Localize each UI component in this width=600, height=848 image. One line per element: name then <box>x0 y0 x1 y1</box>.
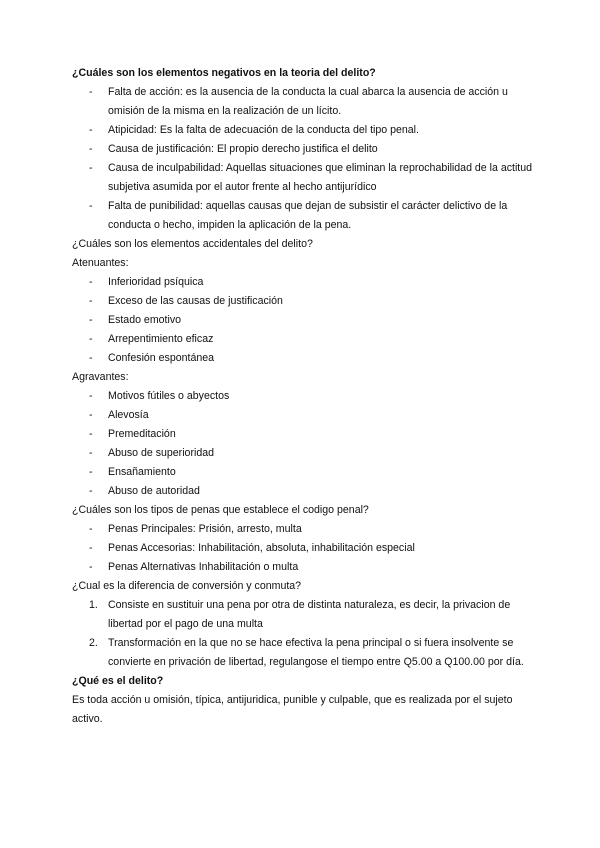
list-item: - Arrepentimiento eficaz <box>72 330 536 349</box>
list-number: 1. <box>89 599 98 611</box>
list-item: - Motivos fútiles o abyectos <box>72 387 536 406</box>
list-item <box>72 634 536 672</box>
list-item: - Alevosía <box>72 406 536 425</box>
list-item <box>72 596 536 634</box>
list-item: - Inferioridad psíquica <box>72 273 536 292</box>
list-item: - Penas Accesorias: Inhabilitación, absoluta, inhabilitación especial <box>72 539 536 558</box>
question-conversion-conmuta: ¿Cual es la diferencia de conversión y conmuta? <box>72 580 302 592</box>
list-item: - Confesión espontánea <box>72 349 536 368</box>
list-item: - Abuso de autoridad <box>72 482 536 501</box>
question-what-is-crime: ¿Qué es el delito? <box>72 675 164 687</box>
negative-elements-list <box>72 83 536 235</box>
list-item: - Estado emotivo <box>72 311 536 330</box>
question-negative-elements: ¿Cuáles son los elementos negativos en la teoria del delito? <box>72 67 376 79</box>
list-item: - Penas Principales: Prisión, arresto, multa <box>72 520 536 539</box>
question-penalty-types: ¿Cuáles son los tipos de penas que establece el codigo penal? <box>72 504 369 516</box>
list-item-text: Consiste en sustituir una pena por otra de distinta naturaleza, es decir, la privacion de libertad por el pago de una multa <box>108 599 511 630</box>
atenuantes-label: Atenuantes: <box>72 257 129 269</box>
list-item: - Premeditación <box>72 425 536 444</box>
list-item: - Ensañamiento <box>72 463 536 482</box>
list-item: - Causa de inculpabilidad: Aquellas situaciones que eliminan la reprochabilidad de la actitud subjetiva asumida por el autor frente al hecho antijurídico <box>72 159 536 197</box>
list-item: - Falta de punibilidad: aquellas causas que dejan de subsistir el carácter delictivo de la conducta o hecho, impiden la aplicación de la pena. <box>72 197 536 235</box>
list-item: - Penas Alternativas Inhabilitación o multa <box>72 558 536 577</box>
penalty-types-list <box>72 520 536 577</box>
list-item: - Causa de justificación: El propio derecho justifica el delito <box>72 140 536 159</box>
list-item: - Falta de acción: es la ausencia de la conducta la cual abarca la ausencia de acción u omisión de la misma en la realización de un lícito. <box>72 83 536 121</box>
list-item-text: Transformación en la que no se hace efectiva la pena principal o si fuera insolvente se convierte en privación de libertad, regulangose el tiempo entre Q5.00 a Q100.00 por día. <box>108 637 524 668</box>
list-item: - Exceso de las causas de justificación <box>72 292 536 311</box>
crime-definition: Es toda acción u omisión, típica, antijuridica, punible y culpable, que es realizada por el sujeto activo. <box>72 694 513 725</box>
agravantes-label: Agravantes: <box>72 371 129 383</box>
list-item: - Atipicidad: Es la falta de adecuación de la conducta del tipo penal. <box>72 121 536 140</box>
conversion-list <box>72 596 536 672</box>
list-item: - Abuso de superioridad <box>72 444 536 463</box>
question-accidental-elements: ¿Cuáles son los elementos accidentales del delito? <box>72 238 313 250</box>
atenuantes-list <box>72 273 536 368</box>
agravantes-list <box>72 387 536 501</box>
list-number: 2. <box>89 637 98 649</box>
